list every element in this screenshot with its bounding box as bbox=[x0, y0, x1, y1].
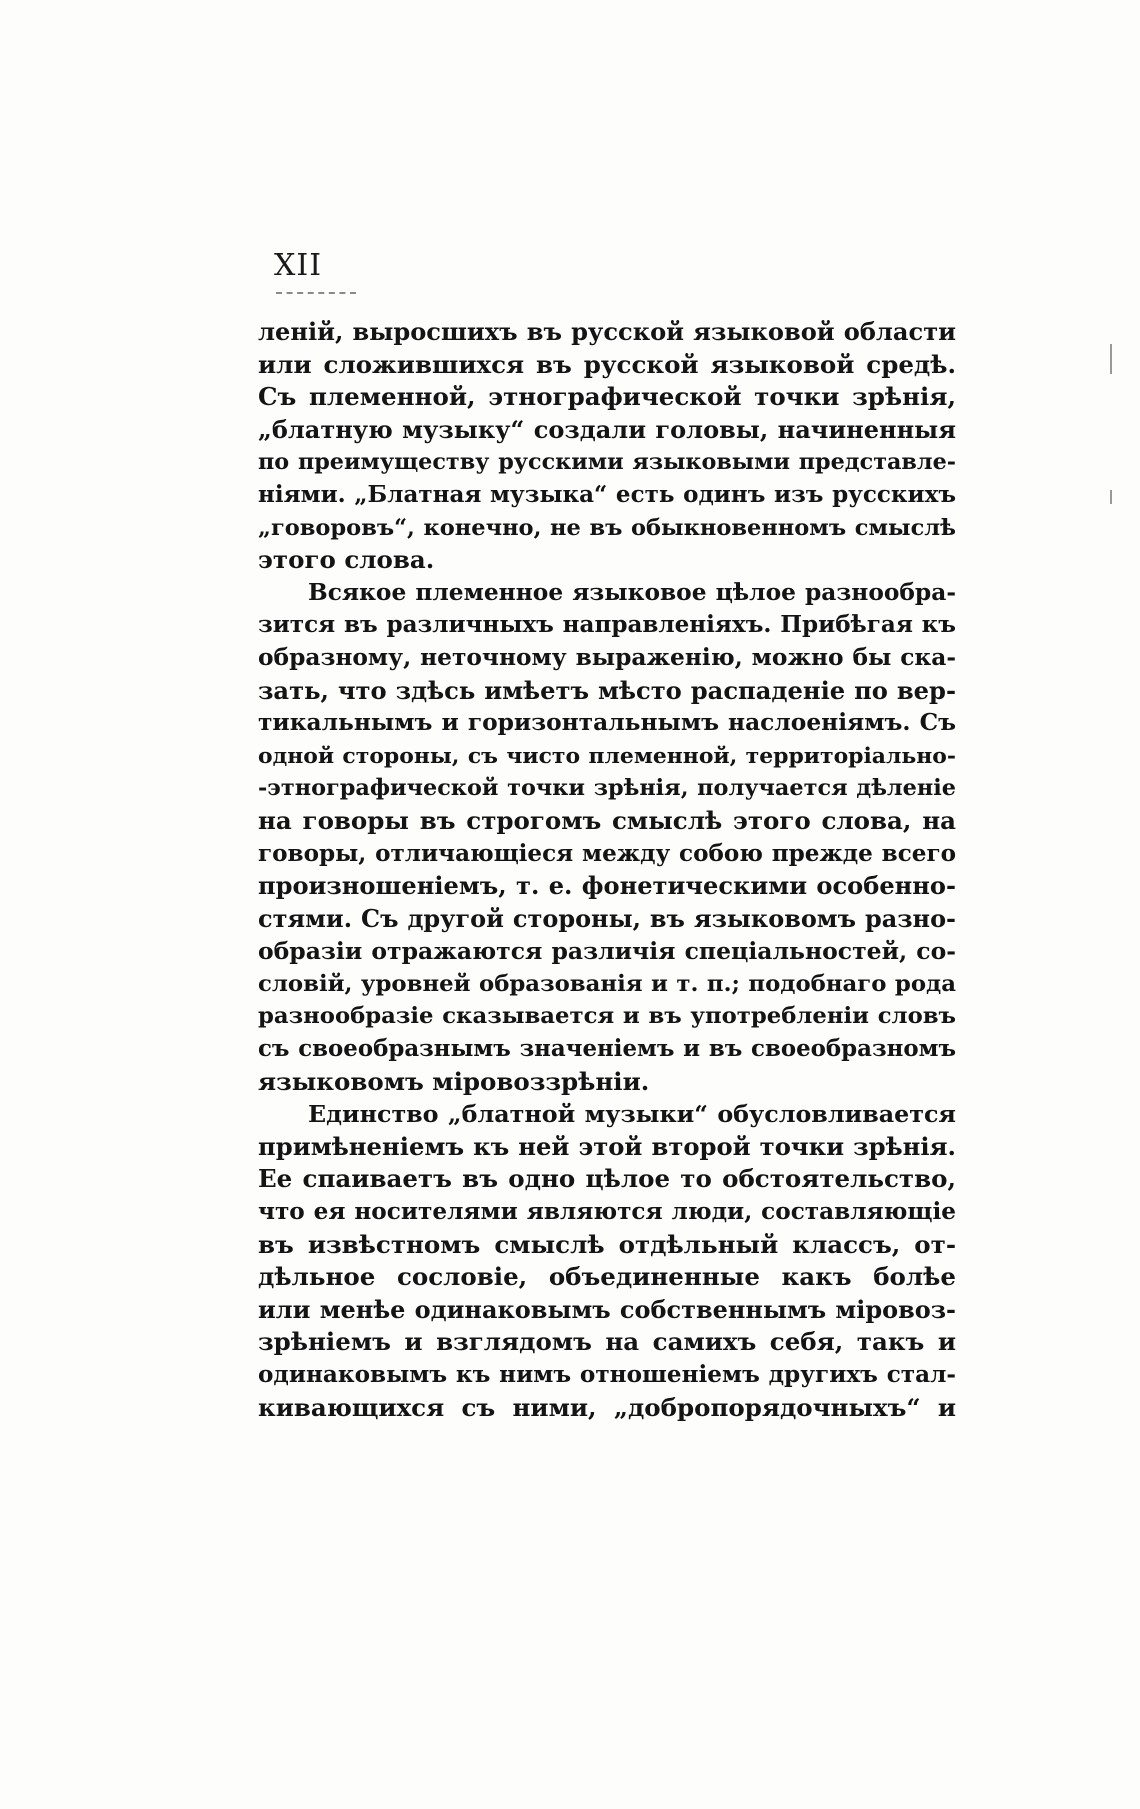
text-line: одинаковымъ къ нимъ отношеніемъ другихъ стал- bbox=[258, 1361, 956, 1388]
text-line: ніями. „Блатная музыка“ есть одинъ изъ русскихъ bbox=[258, 480, 956, 508]
text-line: образіи отражаются различія спеціальностей, со- bbox=[258, 937, 956, 966]
text-line: „говоровъ“, конечно, не въ обыкновенномъ смыслѣ bbox=[258, 514, 956, 541]
text-line: въ извѣстномъ смыслѣ отдѣльный классъ, от- bbox=[258, 1229, 956, 1259]
page-number: XII bbox=[274, 248, 323, 283]
text-line: образному, неточному выраженію, можно бы ска- bbox=[258, 643, 956, 671]
text-line: на говоры въ строгомъ смыслѣ этого слова, на bbox=[258, 805, 956, 835]
text-line: по преимуществу русскими языковыми представле- bbox=[258, 449, 956, 476]
text-line: съ своеобразнымъ значеніемъ и въ своеобразномъ bbox=[258, 1036, 956, 1063]
text-line: кивающихся съ ними, „добропорядочныхъ“ и bbox=[258, 1392, 956, 1422]
paragraph-2 bbox=[258, 577, 956, 1099]
text-line: Съ племенной, этнографической точки зрѣнія, bbox=[258, 382, 956, 412]
text-line: разнообразіе сказывается и въ употребленіи словъ bbox=[258, 1003, 956, 1030]
text-line: что ея носителями являются люди, составляющіе bbox=[258, 1198, 956, 1226]
text-line: Единство „блатной музыки“ обусловливается bbox=[308, 1100, 956, 1129]
text-line: тикальнымъ и горизонтальнымъ наслоеніямъ. Съ bbox=[258, 709, 956, 737]
text-line: этого слова. bbox=[258, 545, 435, 575]
text-line: или сложившихся въ русской языковой средѣ. bbox=[258, 349, 956, 379]
text-line: языковомъ міровоззрѣніи. bbox=[258, 1066, 650, 1096]
paragraph-3 bbox=[258, 1098, 956, 1424]
paragraph-1 bbox=[258, 316, 956, 577]
text-line: словій, уровней образованія и т. п.; подобнаго рода bbox=[258, 970, 956, 997]
text-line: зать, что здѣсь имѣетъ мѣсто распаденіе по вер- bbox=[258, 675, 956, 705]
text-line: говоры, отличающіеся между собою прежде всего bbox=[258, 839, 956, 867]
header-rule bbox=[276, 292, 356, 294]
text-line: Ее спаиваетъ въ одно цѣлое то обстоятельство, bbox=[258, 1164, 956, 1194]
text-line: примѣненіемъ къ ней этой второй точки зрѣнія. bbox=[258, 1131, 956, 1161]
text-line: дѣльное сословіе, объединенные какъ болѣе bbox=[258, 1262, 956, 1292]
text-line: Всякое племенное языковое цѣлое разнообра- bbox=[308, 578, 956, 606]
text-line: зрѣніемъ и взглядомъ на самихъ себя, такъ и bbox=[258, 1327, 956, 1357]
text-line: стями. Съ другой стороны, въ языковомъ разно- bbox=[258, 904, 956, 933]
scan-edge-mark bbox=[1110, 344, 1112, 374]
body-text bbox=[258, 316, 956, 1424]
text-line: „блатную музыку“ создали головы, начиненныя bbox=[258, 414, 956, 444]
scan-edge-mark bbox=[1110, 490, 1112, 504]
text-line: леній, выросшихъ въ русской языковой области bbox=[258, 317, 956, 346]
text-line: зится въ различныхъ направленіяхъ. Прибѣгая къ bbox=[258, 611, 956, 639]
text-line: -этнографической точки зрѣнія, получается дѣленіе bbox=[258, 775, 956, 802]
text-line: или менѣе одинаковымъ собственнымъ міровоз- bbox=[258, 1294, 956, 1324]
text-line: произношеніемъ, т. е. фонетическими особенно- bbox=[258, 871, 956, 901]
text-line: одной стороны, съ чисто племенной, территоріально- bbox=[258, 742, 956, 769]
